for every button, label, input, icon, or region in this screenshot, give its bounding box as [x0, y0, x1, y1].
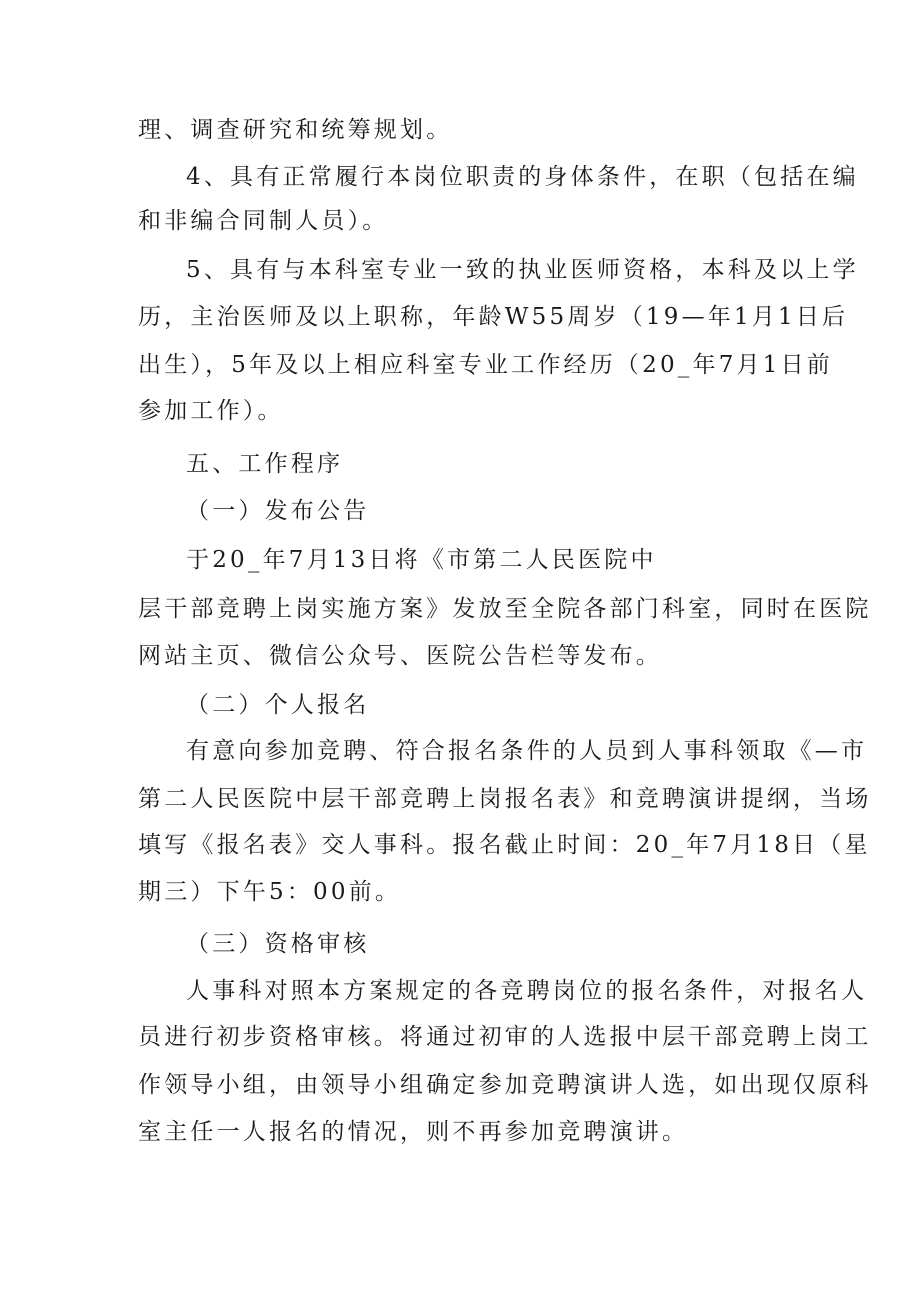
- text-line: 员进行初步资格审核。将通过初审的人选报中层干部竞聘上岗工: [138, 1024, 872, 1050]
- subsection-heading: （二）个人报名: [186, 692, 370, 718]
- subsection-heading: （三）资格审核: [186, 931, 370, 957]
- text-line: 5、具有与本科室专业一致的执业医师资格，本科及以上学: [186, 257, 859, 283]
- text-line: 室主任一人报名的情况，则不再参加竞聘演讲。: [138, 1119, 689, 1145]
- subsection-heading: （一）发布公告: [186, 498, 370, 524]
- text-line: 历，主治医师及以上职称，年龄W55周岁（19—年1月1日后: [138, 304, 849, 330]
- text-line: 和非编合同制人员）。: [138, 208, 389, 234]
- text-line: 于20_年7月13日将《市第二人民医院中: [186, 547, 657, 573]
- text-line: 填写《报名表》交人事科。报名截止时间：20_年7月18日（星: [138, 832, 871, 858]
- text-line: 4、具有正常履行本岗位职责的身体条件，在职（包括在编: [186, 164, 859, 190]
- text-line: 有意向参加竞聘、符合报名条件的人员到人事科领取《—市: [186, 738, 868, 764]
- text-line: 出生），5年及以上相应科室专业工作经历（20_年7月1日前: [138, 352, 833, 378]
- text-line: 作领导小组，由领导小组确定参加竞聘演讲人选，如出现仅原科: [138, 1072, 872, 1098]
- section-heading: 五、工作程序: [186, 451, 344, 477]
- text-line: 理、调查研究和统筹规划。: [138, 117, 453, 143]
- text-line: 层干部竞聘上岗实施方案》发放至全院各部门科室，同时在医院: [138, 596, 872, 622]
- text-line: 参加工作）。: [138, 398, 284, 424]
- text-line: 网站主页、微信公众号、医院公告栏等发布。: [138, 643, 662, 669]
- text-line: 人事科对照本方案规定的各竞聘岗位的报名条件，对报名人: [186, 978, 868, 1004]
- text-line: 期三）下午5：00前。: [138, 879, 402, 905]
- text-line: 第二人民医院中层干部竞聘上岗报名表》和竞聘演讲提纲，当场: [138, 786, 872, 812]
